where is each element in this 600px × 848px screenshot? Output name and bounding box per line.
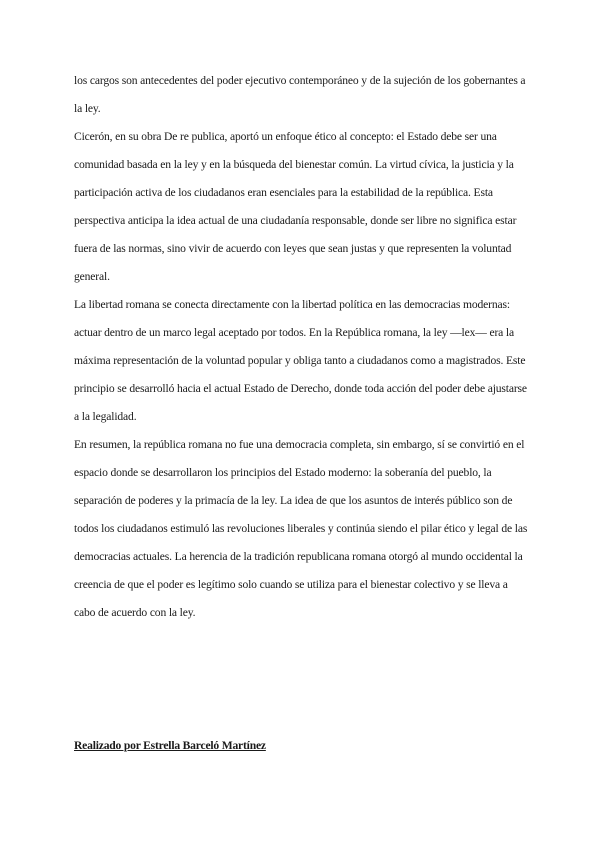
paragraph-resumen: En resumen, la república romana no fue una democracia completa, sin embargo, sí se convirtió en el espacio donde se desarrollaron los principios del Estado moderno: la soberanía del pueblo, la separación de poderes y la primacía de la ley. La idea de que los asuntos de interés público son de todos los ciudadanos estimuló las revoluciones liberales y continúa siendo el pilar ético y legal de las democracias actuales. La herencia de la tradición republicana romana otorgó al mundo occidental la creencia de que el poder es legítimo solo cuando se utiliza para el bienestar colectivo y se lleva a cabo de acuerdo con la ley. bbox=[74, 438, 528, 619]
author-signature: Realizado por Estrella Barceló Martínez bbox=[74, 739, 266, 752]
paragraph-ciceron: Cicerón, en su obra De re publica, aportó un enfoque ético al concepto: el Estado debe ser una comunidad basada en la ley y en la búsqueda del bienestar común. La virtud cívica, la justicia y la participación activa de los ciudadanos eran esenciales para la estabilidad de la república. Esta perspectiva anticipa la idea actual de una ciudadanía responsable, donde ser libre no significa estar fuera de las normas, sino vivir de acuerdo con leyes que sean justas y que representen la voluntad general. bbox=[74, 130, 517, 283]
paragraph-continuation: los cargos son antecedentes del poder ejecutivo contemporáneo y de la sujeción de los gobernantes a la ley. bbox=[74, 74, 526, 115]
paragraph-libertad-romana: La libertad romana se conecta directamente con la libertad política en las democracias modernas: actuar dentro de un marco legal aceptado por todos. En la República romana, la ley —lex— era la máxima representación de la voluntad popular y obliga tanto a ciudadanos como a magistrados. Este principio se desarrolló hacia el actual Estado de Derecho, donde toda acción del poder debe ajustarse a la legalidad. bbox=[74, 298, 527, 423]
document-body bbox=[74, 67, 528, 627]
